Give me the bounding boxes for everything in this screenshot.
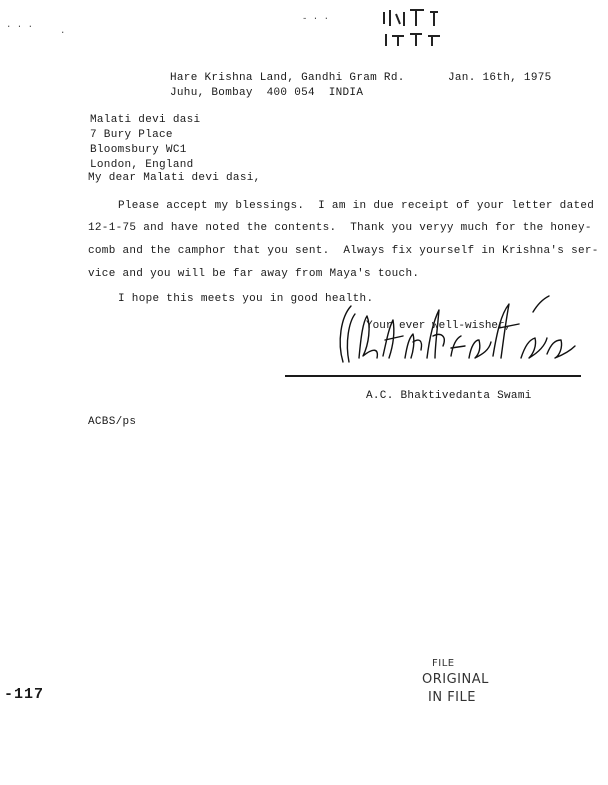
sender-address-line2: Juhu, Bombay 400 054 INDIA: [170, 87, 364, 99]
stray-marks-top: - · ·: [302, 14, 330, 24]
salutation: My dear Malati devi dasi,: [88, 172, 261, 184]
signature-rule: [285, 375, 581, 377]
stray-marks-left: · · ·: [6, 22, 34, 32]
handwritten-signature: [333, 292, 583, 372]
recipient-address-line1: 7 Bury Place: [90, 129, 173, 141]
signer-name: A.C. Bhaktivedanta Swami: [366, 390, 532, 402]
reference-initials: ACBS/ps: [88, 416, 137, 428]
recipient-address-line2: Bloomsbury WC1: [90, 144, 187, 156]
stray-marks-left-2: ·: [60, 28, 66, 38]
stamp-line: ORIGINAL: [422, 672, 489, 687]
recipient-address-line3: London, England: [90, 159, 194, 171]
body-line: vice and you will be far away from Maya's touch.: [88, 268, 420, 280]
file-stamp-top: [380, 6, 446, 50]
stamp-line: FILE: [432, 658, 455, 669]
body-line: 12-1-75 and have noted the contents. Thank you veryy much for the honey-: [88, 222, 592, 234]
body-line: I hope this meets you in good health.: [118, 293, 374, 305]
stamp-line: IN FILE: [428, 690, 476, 705]
original-in-file-stamp: [418, 658, 498, 712]
margin-mark: -117: [4, 686, 45, 703]
sender-address-line1: Hare Krishna Land, Gandhi Gram Rd.: [170, 72, 405, 84]
body-line: Please accept my blessings. I am in due receipt of your letter dated: [118, 200, 595, 212]
recipient-name: Malati devi dasi: [90, 114, 201, 126]
closing-line: Your ever well-wisher,: [366, 320, 512, 332]
letter-date: Jan. 16th, 1975: [448, 72, 552, 84]
body-line: comb and the camphor that you sent. Always fix yourself in Krishna's ser-: [88, 245, 599, 257]
